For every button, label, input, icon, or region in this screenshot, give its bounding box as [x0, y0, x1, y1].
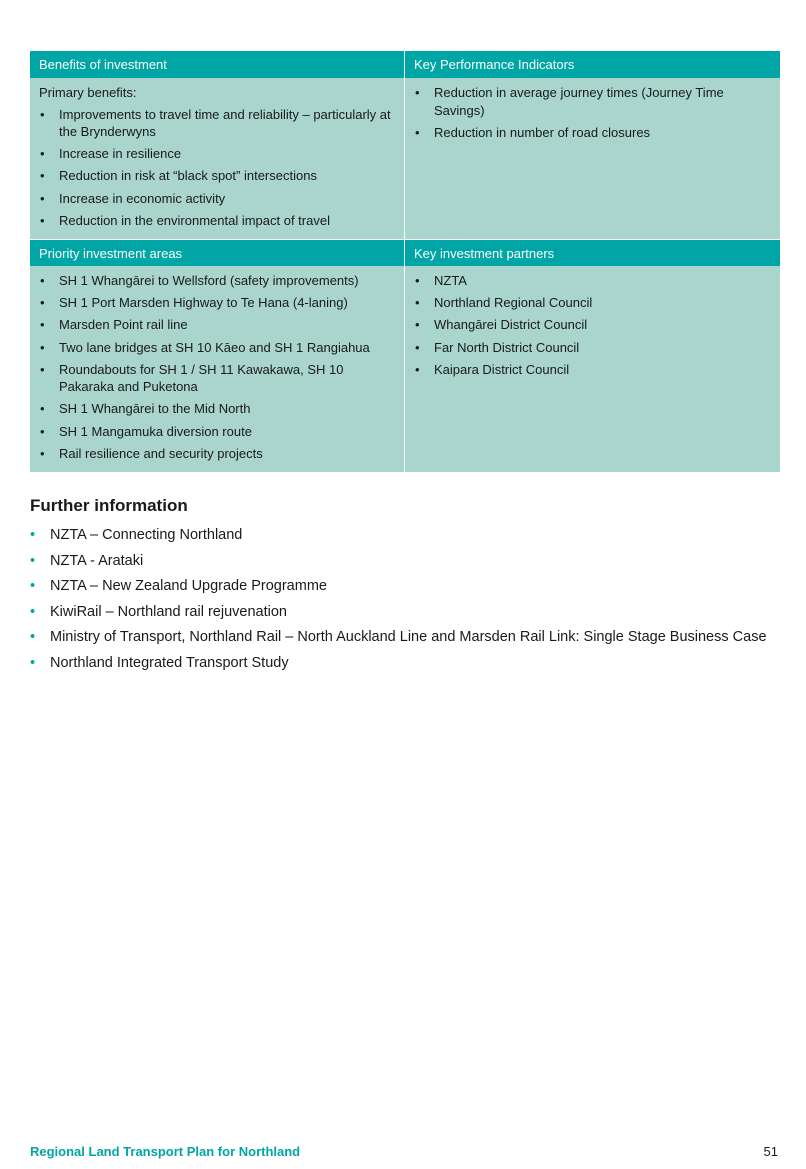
priority-areas-list [39, 272, 395, 462]
list-item: • Reduction in number of road closures [414, 124, 771, 142]
primary-benefits-label: Primary benefits: [39, 85, 137, 100]
further-information-heading: Further information [30, 496, 188, 515]
list-item: • Increase in economic activity [39, 190, 395, 208]
partners-list [414, 272, 771, 378]
further-information-section [30, 495, 790, 677]
list-item: • Reduction in the environmental impact of travel [39, 212, 395, 230]
list-item: • SH 1 Whangārei to the Mid North [39, 400, 395, 418]
list-item: • Whangārei District Council [414, 316, 771, 334]
partners-header: Key investment partners [405, 239, 780, 266]
benefits-list [39, 106, 395, 230]
list-item: • Rail resilience and security projects [39, 445, 395, 463]
partners-cell [405, 266, 780, 472]
list-item: • Kaipara District Council [414, 361, 771, 379]
kpi-header: Key Performance Indicators [405, 51, 780, 78]
list-item: • NZTA [414, 272, 771, 290]
reference-link[interactable]: • NZTA - Arataki [30, 549, 790, 575]
list-item: • Increase in resilience [39, 145, 395, 163]
further-information-list [30, 523, 790, 677]
reference-link[interactable]: • KiwiRail – Northland rail rejuvenation [30, 600, 790, 626]
list-item: • Roundabouts for SH 1 / SH 11 Kawakawa, SH 10 Pakaraka and Puketona [39, 361, 395, 396]
list-item: • SH 1 Mangamuka diversion route [39, 423, 395, 441]
list-item: • Two lane bridges at SH 10 Kāeo and SH 1 Rangiahua [39, 339, 395, 357]
page-number: 51 [763, 1144, 778, 1159]
reference-link[interactable]: • Northland Integrated Transport Study [30, 651, 790, 677]
list-item: • Improvements to travel time and reliability – particularly at the Brynderwyns [39, 106, 395, 141]
list-item: • Marsden Point rail line [39, 316, 395, 334]
reference-link[interactable]: • Ministry of Transport, Northland Rail – North Auckland Line and Marsden Rail Link: Single Stage Business Case [30, 625, 790, 651]
kpi-cell [405, 78, 780, 239]
reference-link[interactable]: • NZTA – Connecting Northland [30, 523, 790, 549]
list-item: • Reduction in risk at “black spot” intersections [39, 167, 395, 185]
footer-document-title: Regional Land Transport Plan for Northland [30, 1144, 301, 1159]
benefits-cell [30, 78, 405, 239]
list-item: • Northland Regional Council [414, 294, 771, 312]
list-item: • SH 1 Whangārei to Wellsford (safety improvements) [39, 272, 395, 290]
investment-table [30, 51, 780, 472]
priority-areas-cell [30, 266, 405, 472]
priority-areas-header: Priority investment areas [30, 239, 405, 266]
list-item: • SH 1 Port Marsden Highway to Te Hana (4-laning) [39, 294, 395, 312]
list-item: • Far North District Council [414, 339, 771, 357]
kpi-list [414, 84, 771, 141]
list-item: • Reduction in average journey times (Journey Time Savings) [414, 84, 771, 119]
benefits-header: Benefits of investment [30, 51, 405, 78]
reference-link[interactable]: • NZTA – New Zealand Upgrade Programme [30, 574, 790, 600]
